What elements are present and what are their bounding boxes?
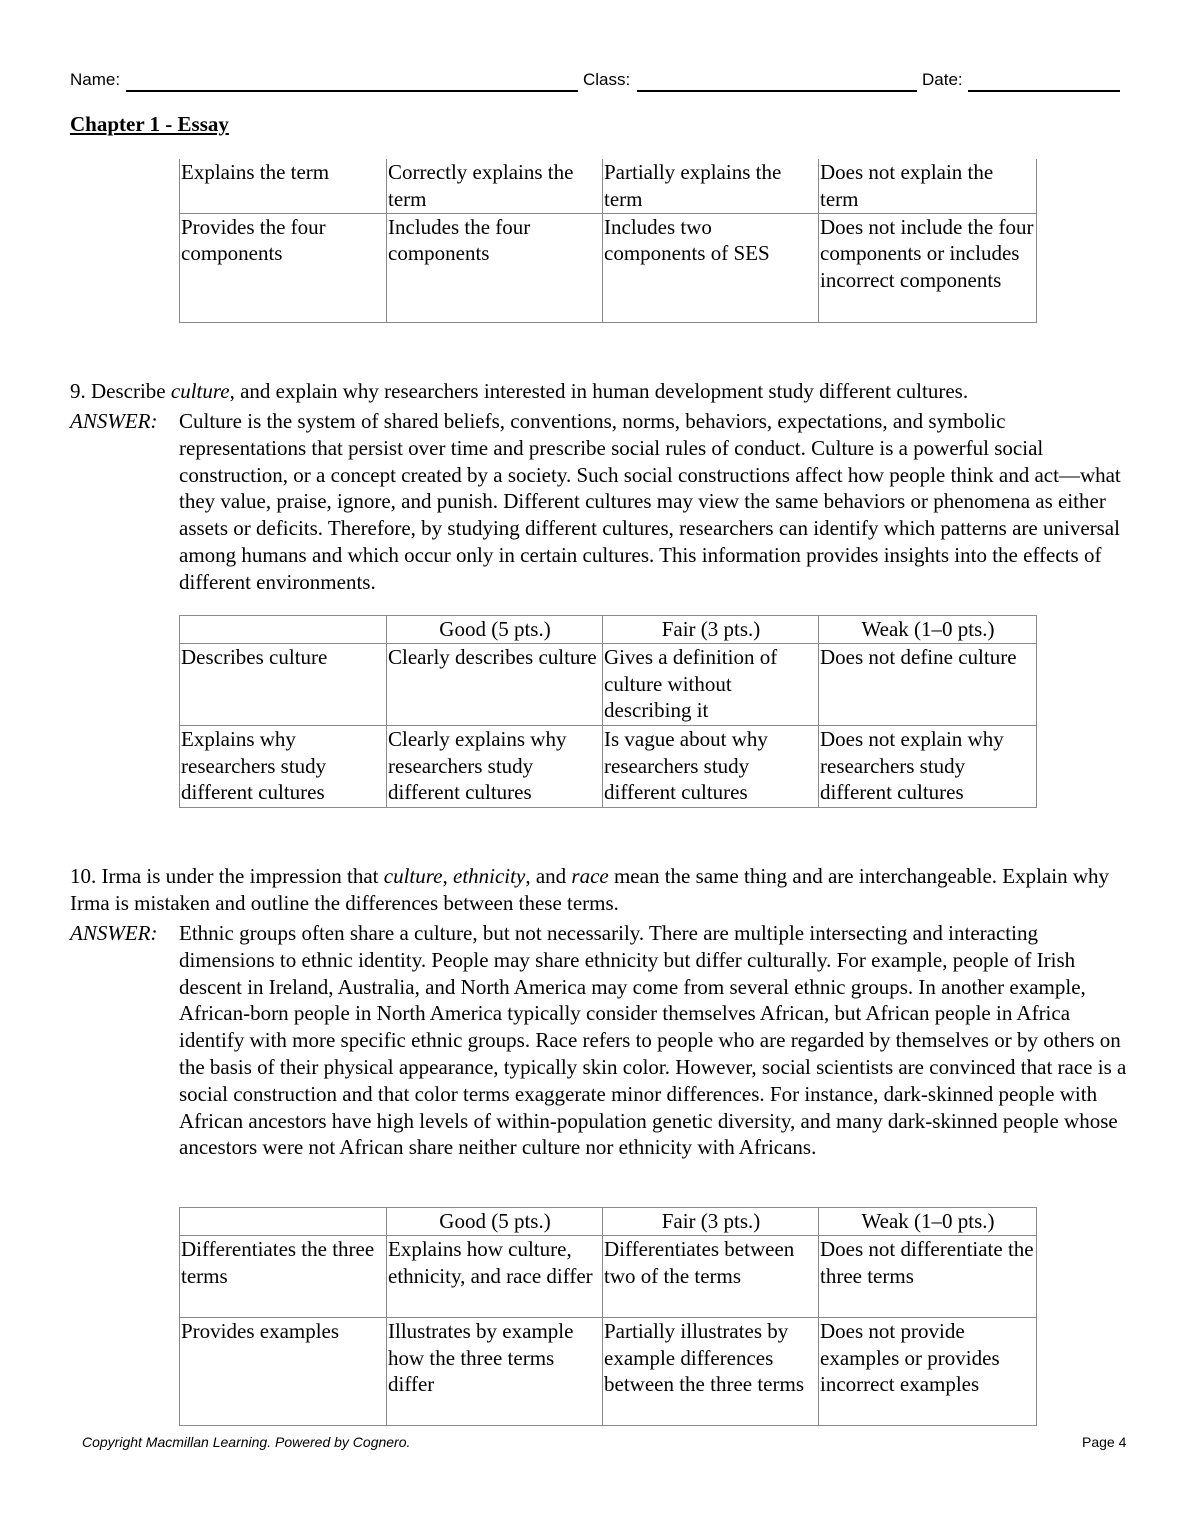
answer-label: ANSWER: [70, 409, 158, 433]
table-cell: Provides examples [180, 1318, 387, 1426]
table-row [180, 213, 1037, 322]
table-row [180, 1236, 1037, 1318]
page-number: Page 4 [1082, 1434, 1127, 1450]
emphasized-term: culture [383, 864, 443, 888]
table-cell: Explains how culture, ethnicity, and race differ [387, 1236, 603, 1318]
question-10 [70, 863, 1130, 917]
table-cell: Illustrates by example how the three terms differ [387, 1318, 603, 1426]
header-fields [70, 70, 1120, 94]
table-cell: Differentiates between two of the terms [603, 1236, 819, 1318]
question-text: , and [525, 864, 572, 888]
footer-copyright: Copyright Macmillan Learning. Powered by Cognero. [82, 1434, 411, 1450]
chapter-title: Chapter 1 - Essay [70, 112, 229, 136]
table-cell: Does not define culture [819, 644, 1037, 726]
question-number: 9. [70, 379, 86, 403]
answer-text: Culture is the system of shared beliefs, conventions, norms, behaviors, expectations, and symbolic representations that persist over time and prescribe social rules of conduct. Culture is a powerful social construction, or a concept created by a society. Such social constructions affect how people think and act—what they value, praise, ignore, and punish. Different cultures may view the same behaviors or phenomena as either assets or deficits. Therefore, by studying different cultures, researchers can identify which patterns are universal among humans and which occur only in certain cultures. This information provides insights into the effects of different environments. [179, 409, 1121, 594]
table-row [180, 726, 1037, 808]
table-cell: Explains why researchers study different cultures [180, 726, 387, 808]
question-text: Describe [85, 379, 171, 403]
table-header-row [180, 616, 1037, 644]
emphasized-term: culture [170, 379, 230, 403]
table-header-cell: Fair (3 pts.) [603, 616, 819, 644]
table-row [180, 1318, 1037, 1426]
date-field-line [968, 90, 1120, 92]
class-label: Class: [583, 70, 631, 89]
emphasized-term: race [571, 864, 609, 888]
table-header-cell [180, 1208, 387, 1236]
answer-10 [70, 920, 1130, 1161]
table-header-cell: Weak (1–0 pts.) [819, 616, 1037, 644]
answer-text: Ethnic groups often share a culture, but not necessarily. There are multiple intersecting and interacting dimensions to ethnic identity. People may share ethnicity but differ culturally. For example, people of Irish descent in Ireland, Australia, and North America may come from several ethnic groups. In another example, African-born people in North America typically consider themselves African, but African people in Africa identify with more specific ethnic groups. Race refers to people who are regarded by themselves or by others on the basis of their physical appearance, typically skin color. However, social scientists are convinced that race is a social construction and that color terms exaggerate minor differences. For instance, dark-skinned people with African ancestors have high levels of within-population genetic diversity, and many dark-skinned people whose ancestors were not African share neither culture nor ethnicity with Africans. [179, 921, 1127, 1160]
table-header-row [180, 1208, 1037, 1236]
emphasized-term: ethnicity [453, 864, 526, 888]
table-cell: Correctly explains the term [387, 159, 603, 213]
question-number: 10. [70, 864, 97, 888]
question-text: mean the same thing and are interchangeable. Explain why Irma is mistaken and outline the differences between these terms. [70, 864, 1110, 915]
question-text: , and explain why researchers interested in human development study different cultures. [229, 379, 969, 403]
date-label: Date: [922, 70, 963, 89]
table-cell: Explains the term [180, 159, 387, 213]
table-row [180, 644, 1037, 726]
table-header-cell: Good (5 pts.) [387, 1208, 603, 1236]
table-row [180, 159, 1037, 213]
table-cell: Clearly describes culture [387, 644, 603, 726]
table-cell: Partially illustrates by example differences between the three terms [603, 1318, 819, 1426]
table-cell: Partially explains the term [603, 159, 819, 213]
table-cell: Provides the four components [180, 213, 387, 322]
name-field-line [126, 90, 578, 92]
table-header-cell: Fair (3 pts.) [603, 1208, 819, 1236]
table-cell: Includes two components of SES [603, 213, 819, 322]
table-cell: Does not explain the term [819, 159, 1037, 213]
table-cell: Describes culture [180, 644, 387, 726]
table-header-cell: Weak (1–0 pts.) [819, 1208, 1037, 1236]
table-header-cell: Good (5 pts.) [387, 616, 603, 644]
table-header-cell [180, 616, 387, 644]
question-text: , [442, 864, 453, 888]
table-cell: Does not differentiate the three terms [819, 1236, 1037, 1318]
table-cell: Differentiates the three terms [180, 1236, 387, 1318]
name-label: Name: [70, 70, 121, 89]
class-field-line [637, 90, 917, 92]
rubric-table-q10 [179, 1207, 1037, 1426]
rubric-table-continued [179, 159, 1037, 323]
answer-9 [70, 408, 1130, 596]
table-cell: Does not explain why researchers study different cultures [819, 726, 1037, 808]
table-cell: Gives a definition of culture without describing it [603, 644, 819, 726]
answer-label: ANSWER: [70, 921, 158, 945]
table-cell: Is vague about why researchers study different cultures [603, 726, 819, 808]
table-cell: Clearly explains why researchers study different cultures [387, 726, 603, 808]
question-9 [70, 378, 1130, 405]
question-text: Irma is under the impression that [96, 864, 384, 888]
rubric-table-q9 [179, 615, 1037, 808]
table-cell: Does not include the four components or includes incorrect components [819, 213, 1037, 322]
table-cell: Does not provide examples or provides incorrect examples [819, 1318, 1037, 1426]
table-cell: Includes the four components [387, 213, 603, 322]
